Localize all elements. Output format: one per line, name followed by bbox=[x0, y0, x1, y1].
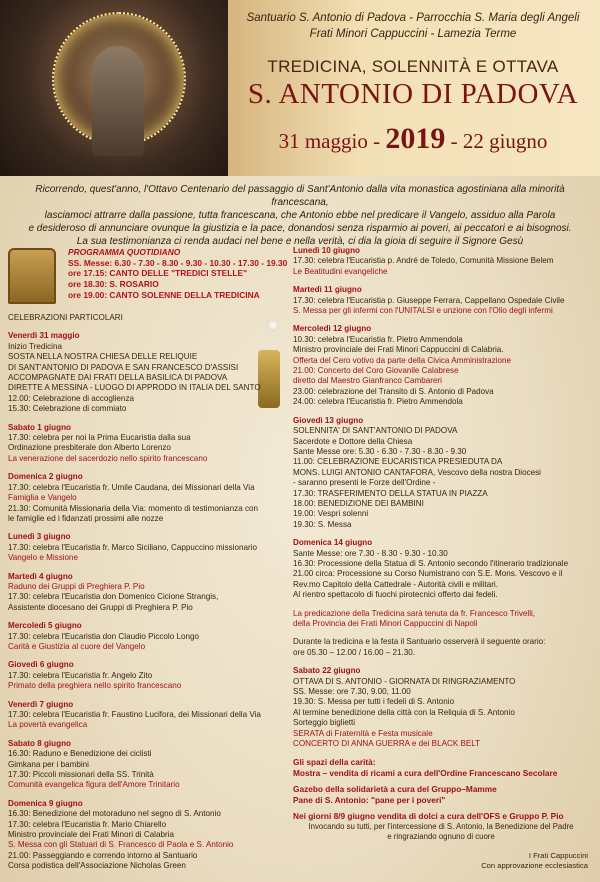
event-line: 17.30: celebra l'Eucaristia fr. Faustino Lucifora, dei Missionari della Via bbox=[8, 710, 261, 719]
program-line: ore 19.00: CANTO SOLENNE DELLA TREDICINA bbox=[68, 289, 260, 300]
event-line: 17.30: celebra l'Eucaristia don Claudio Piccolo Longo bbox=[8, 631, 199, 641]
event-line: Corsa podistica dell'Associazione Nicholas Green bbox=[8, 861, 186, 871]
event-block bbox=[293, 416, 589, 530]
program-title: PROGRAMMA QUOTIDIANO bbox=[68, 247, 181, 257]
event-line: 17.30: celebra l'Eucaristia don Domenico Cicione Strangis, bbox=[8, 592, 219, 602]
event-line: Famiglia e Vangelo bbox=[8, 493, 77, 503]
event-line: della Provincia dei Frati Minori Cappuccini di Napoli bbox=[293, 619, 478, 628]
charity-line: Mostra – vendita di ricami a cura dell'Ordine Francescano Secolare bbox=[293, 767, 558, 778]
intro-text bbox=[12, 183, 588, 248]
event-line: Offerta del Cero votivo da parte della Civica Amministrazione bbox=[293, 355, 512, 365]
event-line: 16.30: Processione della Statua di S. Antonio secondo l'itinerario tradizionale bbox=[293, 558, 569, 568]
invocation-line: e ringraziando ognuno di cuore bbox=[387, 832, 495, 841]
intro-line: lasciamoci attrarre dalla passione, tutta francescana, che Antonio ebbe nel predicare il Vangelo, assiduo alla Parola bbox=[44, 210, 556, 221]
event-line: diretto dal Maestro Gianfranco Cambareri bbox=[293, 376, 442, 386]
event-block bbox=[293, 609, 589, 630]
event-line: 15.30: Celebrazione di commiato bbox=[8, 404, 127, 414]
event-line: Rev.mo Capitolo della Cattedrale - Autorità civili e militari. bbox=[293, 579, 498, 589]
date-range bbox=[226, 122, 600, 156]
event-line: Raduno dei Gruppi di Preghiera P. Pio bbox=[8, 581, 145, 591]
left-column bbox=[8, 313, 290, 880]
date-end: - 22 giugno bbox=[450, 129, 548, 153]
event-line: le famiglie ed i fidanzati prossimi alle nozze bbox=[8, 513, 164, 523]
saint-figure bbox=[92, 46, 144, 156]
event-date: Mercoledì 5 giugno bbox=[8, 621, 82, 631]
charity-line: Nei giorni 8/9 giugno vendita di dolci a cura dell'OFS e Gruppo P. Pio bbox=[293, 811, 564, 822]
event-line: CONCERTO DI ANNA GUERRA e dei BLACK BELT bbox=[293, 739, 481, 749]
year: 2019 bbox=[385, 122, 446, 155]
event-date: Lunedì 10 giugno bbox=[293, 246, 360, 255]
event-date: Sabato 22 giugno bbox=[293, 666, 361, 676]
event-line: 17.30: TRASFERIMENTO DELLA STATUA IN PIAZZA bbox=[293, 488, 488, 498]
event-line: SOLENNITA' DI SANT'ANTONIO DI PADOVA bbox=[293, 426, 458, 436]
event-line: DIRETTE A MESSINA - LUOGO DI APPRODO IN ITALIA DEL SANTO bbox=[8, 383, 261, 393]
event-date: Domenica 2 giugno bbox=[8, 472, 83, 482]
event-line: Ordinazione presbiterale don Alberto Lorenzo bbox=[8, 443, 171, 453]
event-line: 17.30: Piccoli missionari della SS. Trinità bbox=[8, 770, 154, 780]
event-block bbox=[293, 538, 589, 600]
charity-heading: Gli spazi della carità: bbox=[293, 757, 376, 767]
friars-line: Frati Minori Cappuccini - Lamezia Terme bbox=[309, 28, 517, 40]
signature bbox=[481, 851, 588, 871]
event-block bbox=[8, 621, 290, 652]
event-line: Gimkana per i bambini bbox=[8, 759, 89, 769]
event-line: Sacerdote e Dottore della Chiesa bbox=[293, 436, 413, 446]
event-line: 19.00: Vespri solenni bbox=[293, 509, 369, 519]
invocation-line: Invocando su tutti, per l'intercessione di S. Antonio, la Benedizione del Padre bbox=[308, 822, 574, 831]
event-line: 16.30: Raduno e Benedizione dei ciclisti bbox=[8, 749, 152, 759]
event-line: SS. Messe: ore 7.30, 9.00, 11.00 bbox=[293, 687, 411, 697]
event-block bbox=[293, 637, 589, 658]
event-block bbox=[293, 666, 589, 749]
event-line: 21.00: Concerto del Coro Giovanile Calabrese bbox=[293, 366, 459, 376]
event-date: Sabato 1 giugno bbox=[8, 422, 71, 432]
date-start: 31 maggio - bbox=[278, 129, 381, 153]
event-line: OTTAVA DI S. ANTONIO - GIORNATA DI RINGRAZIAMENTO bbox=[293, 676, 516, 686]
event-date: Lunedì 3 giugno bbox=[8, 532, 71, 542]
event-block bbox=[8, 700, 290, 731]
charity-line: Gazebo della solidarietà a cura del Gruppo–Mamme bbox=[293, 784, 497, 795]
event-block bbox=[8, 423, 290, 465]
event-line: Al rientro spettacolo di fuochi pirotecnici offerto dai fedeli. bbox=[293, 590, 498, 600]
event-line: ACCOMPAGNATE DAI FRATI DELLA BASILICA DI PADOVA bbox=[8, 373, 228, 383]
event-line: La povertà evangelica bbox=[8, 720, 88, 730]
event-block bbox=[293, 285, 589, 316]
event-line: 19.30: S. Messa bbox=[293, 519, 352, 529]
event-line: 17.30: celebra per noi la Prima Eucaristia dalla sua bbox=[8, 433, 191, 443]
event-line: Comunità evangelica figura dell'Amore Trinitario bbox=[8, 780, 180, 790]
event-line: Sante Messe: ore 7.30 - 8.30 - 9.30 - 10.30 bbox=[293, 548, 448, 558]
event-date: Martedì 4 giugno bbox=[8, 571, 73, 581]
event-line: Le Beatitudini evangeliche bbox=[293, 266, 388, 276]
event-line: S. Messa con gli Statuari di S. Francesco di Paola e S. Antonio bbox=[8, 840, 234, 850]
program-line: ore 17.15: CANTO DELLE "TREDICI STELLE" bbox=[68, 268, 248, 279]
events-list-left bbox=[8, 331, 290, 871]
event-date: Giovedì 13 giugno bbox=[293, 415, 364, 425]
event-block bbox=[8, 660, 290, 691]
sanctuary-line: Santuario S. Antonio di Padova - Parrocchia S. Maria degli Angeli bbox=[246, 12, 580, 24]
event-line: DI SANT'ANTONIO DI PADOVA E SAN FRANCESCO D'ASSISI bbox=[8, 362, 239, 372]
intro-line: e desideroso di annunciare ovunque la giustizia e la pace, donandosi senza risparmio ai poveri, ai peccatori e ai bisognosi. bbox=[28, 223, 572, 234]
intro-line: Ricorrendo, quest'anno, l'Ottavo Centenario del passaggio di Sant'Antonio dalla vita monastica agostiniana alla minorità francescana, bbox=[35, 184, 565, 208]
madonna-statue-image bbox=[8, 248, 56, 304]
saint-statue-photo bbox=[0, 0, 228, 176]
event-block bbox=[8, 799, 290, 872]
event-line: Ministro provinciale dei Frati Minori di Calabria bbox=[8, 830, 174, 840]
right-column bbox=[293, 246, 589, 757]
event-line: 21.30: Comunità Missionaria della Via: momento di testimonianza con bbox=[8, 503, 258, 513]
event-line: SERATA di Fraternità e Festa musicale bbox=[293, 728, 433, 738]
event-line: Sorteggio biglietti bbox=[293, 718, 356, 728]
header-banner bbox=[0, 0, 600, 176]
signature-line: I Frati Cappuccini bbox=[528, 851, 588, 860]
event-block bbox=[8, 331, 290, 414]
event-line: La predicazione della Tredicina sarà tenuta da fr. Francesco Trivelli, bbox=[293, 608, 536, 618]
event-line: 12.00: Celebrazione di accoglienza bbox=[8, 393, 134, 403]
event-date: Domenica 9 giugno bbox=[8, 798, 83, 808]
event-line: 21.00 circa: Processione su Corso Numistrano con S.E. Mons. Vescovo e il bbox=[293, 569, 563, 579]
event-block bbox=[293, 246, 589, 277]
event-date: Sabato 8 giugno bbox=[8, 738, 71, 748]
signature-line: Con approvazione ecclesiastica bbox=[481, 861, 588, 870]
charity-section bbox=[293, 757, 589, 822]
invocation bbox=[293, 822, 589, 842]
event-block bbox=[8, 739, 290, 791]
charity-line: Pane di S. Antonio: "pane per i poveri" bbox=[293, 794, 446, 805]
program-line: ore 18.30: S. ROSARIO bbox=[68, 279, 159, 290]
event-line: - saranno presenti le Forze dell'Ordine - bbox=[293, 478, 436, 488]
section-label: CELEBRAZIONI PARTICOLARI bbox=[8, 313, 123, 322]
event-block bbox=[293, 324, 589, 407]
event-date: Martedì 11 giugno bbox=[293, 285, 362, 295]
event-line: Al termine benedizione della città con la Reliquia di S. Antonio bbox=[293, 707, 515, 717]
intro-line: La sua testimonianza ci renda audaci nel bene e nella verità, ci dia la gioia di seguire il Signore Gesù bbox=[76, 236, 524, 247]
event-line: Durante la tredicina e la festa il Santuario osserverà il seguente orario: bbox=[293, 637, 546, 647]
event-line: 17.30: celebra l'Eucaristia p. Giuseppe Ferrara, Cappellano Ospedale Civile bbox=[293, 295, 565, 305]
event-line: Primato della preghiera nello spirito francescano bbox=[8, 681, 182, 691]
event-line: ore 05.30 – 12.00 / 16.00 – 21.30. bbox=[293, 647, 415, 657]
events-list-right bbox=[293, 246, 589, 749]
event-block bbox=[8, 532, 290, 563]
event-line: Inizio Tredicina bbox=[8, 341, 62, 351]
event-line: Ministro provinciale dei Frati Minori Cappuccini di Calabria. bbox=[293, 345, 504, 355]
event-line: Carità e Giustizia al cuore del Vangelo bbox=[8, 641, 146, 651]
event-line: 18.00: BENEDIZIONE DEI BAMBINI bbox=[293, 498, 424, 508]
event-line: 17.30: celebra l'Eucaristia fr. Angelo Zito bbox=[8, 670, 153, 680]
event-line: 23.00: celebrazione del Transito di S. Antonio di Padova bbox=[293, 386, 494, 396]
event-line: SOSTA NELLA NOSTRA CHIESA DELLE RELIQUIE bbox=[8, 352, 198, 362]
event-line: 17.30: celebra l'Eucaristia fr. Marco Siciliano, Cappuccino missionario bbox=[8, 542, 257, 552]
daily-program bbox=[68, 247, 292, 301]
event-line: 11.00: CELEBRAZIONE EUCARISTICA PRESIEDUTA DA bbox=[293, 457, 503, 467]
event-line: 24.00: celebra l'Eucaristia fr. Pietro Ammendola bbox=[293, 397, 463, 407]
event-line: La venerazione del sacerdozio nello spirito francescano bbox=[8, 453, 208, 463]
event-date: Venerdì 31 maggio bbox=[8, 331, 80, 341]
event-line: 10.30: celebra l'Eucaristia fr. Pietro Ammendola bbox=[293, 334, 463, 344]
subtitle: TREDICINA, SOLENNITÀ E OTTAVA bbox=[267, 57, 559, 76]
event-date: Venerdì 7 giugno bbox=[8, 699, 74, 709]
event-line: 17.30: celebra l'Eucaristia p. André de Toledo, Comunità Missione Belem bbox=[293, 256, 554, 266]
event-date: Mercoledì 12 giugno bbox=[293, 324, 372, 334]
event-line: Vangelo e Missione bbox=[8, 553, 79, 563]
event-line: Assistente diocesano dei Gruppi di Preghiera P. Pio bbox=[8, 602, 193, 612]
program-line: SS. Messe: 6.30 - 7.30 - 8.30 - 9.30 - 10.30 - 17.30 - 19.30 bbox=[68, 257, 288, 268]
event-line: 16.30: Benedizione del motoraduno nel segno di S. Antonio bbox=[8, 809, 221, 819]
page-title: S. ANTONIO DI PADOVA bbox=[247, 78, 579, 110]
event-line: 17.30: celebra l'Eucaristia fr. Mario Chiarello bbox=[8, 819, 167, 829]
event-line: MONS. LUIGI ANTONIO CANTAFORA, Vescovo della nostra Diocesi bbox=[293, 467, 541, 477]
event-line: Sante Messe ore: 5.30 - 6.30 - 7.30 - 8.30 - 9.30 bbox=[293, 446, 467, 456]
event-line: 21.00: Passeggiando e correndo intorno al Santuario bbox=[8, 850, 198, 860]
event-date: Giovedì 6 giugno bbox=[8, 660, 74, 670]
event-line: 17.30: celebra l'Eucaristia fr. Umile Caudana, dei Missionari della Via bbox=[8, 482, 255, 492]
event-line: 19.30: S. Messa per tutti i fedeli di S. Antonio bbox=[293, 697, 455, 707]
event-line: S. Messa per gli infermi con l'UNITALSI e unzione con l'Olio degli infermi bbox=[293, 306, 553, 316]
event-block bbox=[8, 472, 290, 524]
event-block bbox=[8, 572, 290, 614]
event-date: Domenica 14 giugno bbox=[293, 538, 373, 548]
